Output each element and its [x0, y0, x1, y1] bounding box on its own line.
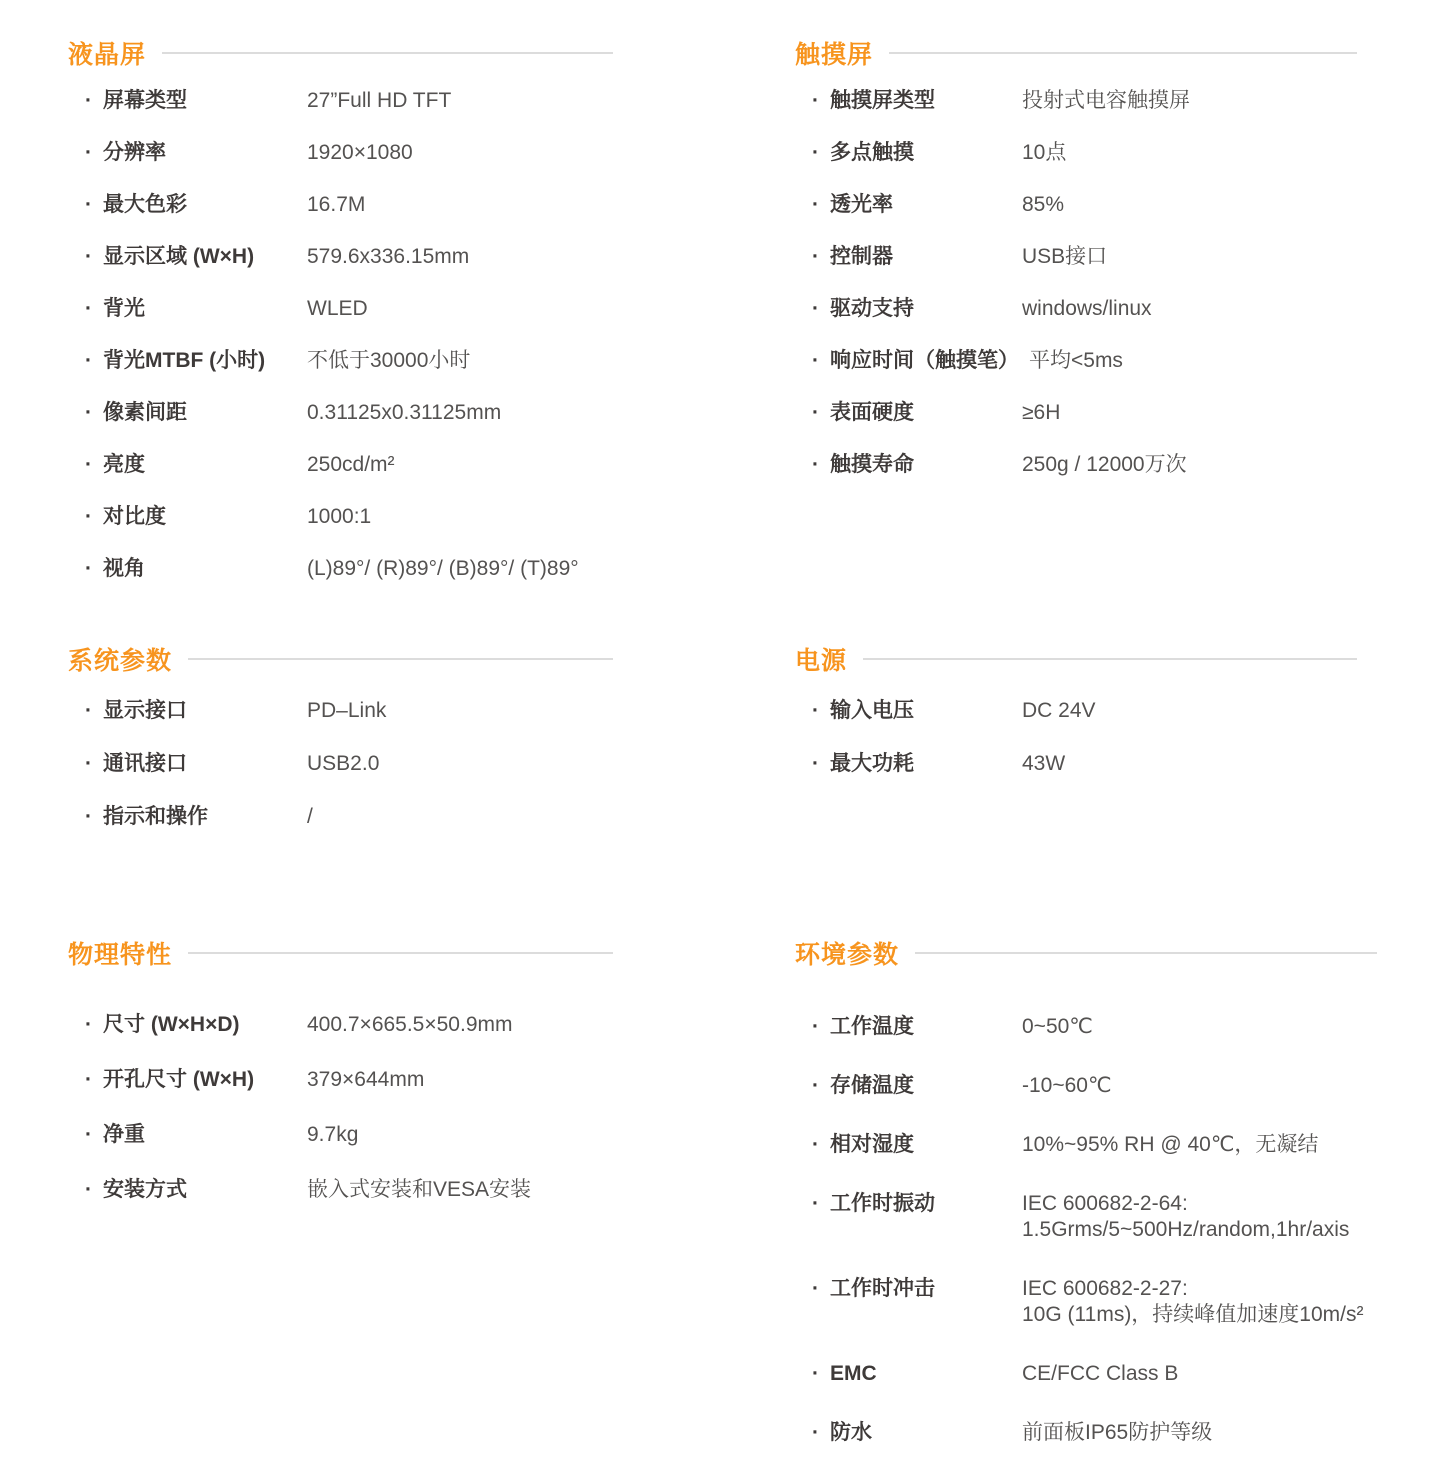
spec-value: 不低于30000小时: [307, 349, 471, 372]
spec-row: [795, 192, 1357, 218]
bullet-icon: [68, 751, 103, 777]
bullet-icon: [68, 88, 103, 114]
spec-value: 10%~95% RH @ 40℃，无凝结: [1022, 1133, 1319, 1156]
spec-value: 379×644mm: [307, 1068, 425, 1091]
spec-label: 亮度: [103, 453, 145, 476]
bullet-icon: [795, 1420, 830, 1446]
bullet-icon: [795, 1014, 830, 1040]
bullet-icon: [68, 1177, 103, 1203]
bullet-icon: [68, 504, 103, 530]
spec-row: [68, 244, 613, 270]
section-header: [795, 936, 1377, 970]
section-environment: [795, 936, 1377, 1479]
spec-label: 背光MTBF (小时): [103, 349, 266, 372]
spec-label: 屏幕类型: [103, 89, 187, 112]
section-title: 系统参数: [68, 647, 173, 675]
spec-value: ≥6H: [1022, 401, 1061, 424]
spec-value: 85%: [1022, 193, 1065, 216]
spec-value: [1022, 1276, 1364, 1328]
spec-row: [68, 1012, 613, 1038]
spec-row: [68, 88, 613, 114]
section-divider: [188, 952, 613, 954]
spec-row: [795, 296, 1357, 322]
section-header: [795, 642, 1357, 676]
spec-value: 400.7×665.5×50.9mm: [307, 1013, 513, 1036]
bullet-icon: [68, 1067, 103, 1093]
spec-row: [795, 348, 1357, 374]
spec-value: 前面板IP65防护等级: [1022, 1421, 1213, 1444]
spec-label: 安装方式: [103, 1178, 187, 1201]
spec-value: -10~60℃: [1022, 1074, 1112, 1097]
spec-row: [68, 192, 613, 218]
spec-value: 平均<5ms: [1029, 349, 1123, 372]
spec-label: 工作时振动: [830, 1192, 935, 1215]
spec-row: [68, 698, 613, 724]
spec-label: 最大色彩: [103, 193, 187, 216]
bullet-icon: [795, 400, 830, 426]
spec-value-line1: IEC 600682-2-27:: [1022, 1277, 1188, 1300]
section-system: [68, 642, 613, 857]
section-divider: [915, 952, 1377, 954]
spec-value: 10点: [1022, 141, 1067, 164]
spec-rows: [795, 88, 1357, 478]
spec-row: [68, 751, 613, 777]
spec-row: [68, 348, 613, 374]
spec-row: [68, 804, 613, 830]
spec-row: [795, 1191, 1377, 1243]
section-divider: [162, 52, 613, 54]
spec-value: CE/FCC Class B: [1022, 1362, 1179, 1385]
spec-label: 背光: [103, 297, 145, 320]
spec-row: [795, 1420, 1377, 1446]
bullet-icon: [68, 556, 103, 582]
spec-label: EMC: [830, 1362, 877, 1385]
spec-row: [795, 452, 1357, 478]
spec-row: [795, 1132, 1377, 1158]
spec-value: 579.6x336.15mm: [307, 245, 470, 268]
spec-value: 投射式电容触摸屏: [1022, 89, 1190, 112]
spec-label: 输入电压: [830, 699, 914, 722]
section-divider: [188, 658, 613, 660]
spec-rows: [795, 698, 1357, 777]
bullet-icon: [68, 244, 103, 270]
spec-value: 0~50℃: [1022, 1015, 1093, 1038]
bullet-icon: [795, 1191, 830, 1217]
spec-label: 开孔尺寸 (W×H): [103, 1068, 255, 1091]
bullet-icon: [795, 1276, 830, 1302]
spec-row: [795, 88, 1357, 114]
bullet-icon: [795, 88, 830, 114]
spec-row: [68, 452, 613, 478]
bullet-icon: [68, 140, 103, 166]
bullet-icon: [68, 1012, 103, 1038]
bullet-icon: [68, 804, 103, 830]
spec-label: 表面硬度: [830, 401, 914, 424]
spec-row: [68, 296, 613, 322]
spec-label: 显示接口: [103, 699, 187, 722]
spec-row: [68, 1067, 613, 1093]
spec-row: [795, 751, 1357, 777]
spec-label: 工作温度: [830, 1015, 914, 1038]
spec-rows: [68, 88, 613, 582]
spec-row: [68, 1122, 613, 1148]
bullet-icon: [68, 452, 103, 478]
spec-value-line2: 1.5Grms/5~500Hz/random,1hr/axis: [1022, 1218, 1350, 1241]
bullet-icon: [68, 192, 103, 218]
spec-value: [1022, 1191, 1349, 1243]
spec-value: 250g / 12000万次: [1022, 453, 1187, 476]
spec-value: 9.7kg: [307, 1123, 359, 1146]
spec-label: 驱动支持: [830, 297, 914, 320]
bullet-icon: [68, 1122, 103, 1148]
bullet-icon: [795, 244, 830, 270]
section-title: 液晶屏: [68, 41, 147, 69]
spec-label: 多点触摸: [830, 141, 914, 164]
spec-row: [68, 504, 613, 530]
section-header: [68, 642, 613, 676]
bullet-icon: [68, 296, 103, 322]
spec-value: 43W: [1022, 752, 1066, 775]
spec-label: 触摸寿命: [830, 453, 914, 476]
spec-rows: [68, 1012, 613, 1203]
spec-value: 27”Full HD TFT: [307, 89, 452, 112]
spec-label: 通讯接口: [103, 752, 187, 775]
section-title: 电源: [795, 647, 848, 675]
spec-value: 1920×1080: [307, 141, 413, 164]
spec-row: [795, 1361, 1377, 1387]
spec-value-line2: 10G (11ms)，持续峰值加速度10m/s²: [1022, 1303, 1364, 1326]
section-lcd: [68, 36, 613, 608]
bullet-icon: [795, 698, 830, 724]
spec-label: 显示区域 (W×H): [103, 245, 255, 268]
spec-value: /: [307, 805, 313, 828]
spec-label: 净重: [103, 1123, 145, 1146]
spec-value: 250cd/m²: [307, 453, 395, 476]
spec-label: 存储温度: [830, 1074, 914, 1097]
section-header: [68, 936, 613, 970]
spec-value: windows/linux: [1022, 297, 1152, 320]
spec-row: [68, 556, 613, 582]
section-title: 触摸屏: [795, 41, 874, 69]
section-touchscreen: [795, 36, 1357, 504]
spec-value: 16.7M: [307, 193, 366, 216]
spec-label: 响应时间（触摸笔）: [830, 349, 1019, 372]
section-title: 环境参数: [795, 941, 900, 969]
spec-row: [795, 400, 1357, 426]
section-header: [795, 36, 1357, 70]
bullet-icon: [795, 1132, 830, 1158]
bullet-icon: [795, 1361, 830, 1387]
section-header: [68, 36, 613, 70]
spec-row: [795, 1073, 1377, 1099]
spec-value: PD–Link: [307, 699, 387, 722]
spec-value: DC 24V: [1022, 699, 1096, 722]
bullet-icon: [795, 751, 830, 777]
section-divider: [863, 658, 1357, 660]
bullet-icon: [68, 698, 103, 724]
spec-row: [795, 244, 1357, 270]
section-physical: [68, 936, 613, 1232]
spec-row: [795, 698, 1357, 724]
bullet-icon: [795, 192, 830, 218]
spec-label: 像素间距: [103, 401, 187, 424]
spec-value: USB2.0: [307, 752, 380, 775]
spec-label: 工作时冲击: [830, 1277, 935, 1300]
bullet-icon: [68, 400, 103, 426]
bullet-icon: [795, 296, 830, 322]
bullet-icon: [795, 452, 830, 478]
spec-label: 最大功耗: [830, 752, 914, 775]
spec-row: [795, 1014, 1377, 1040]
section-title: 物理特性: [68, 941, 173, 969]
spec-label: 尺寸 (W×H×D): [103, 1013, 240, 1036]
spec-row: [68, 400, 613, 426]
spec-row: [795, 1276, 1377, 1328]
spec-label: 对比度: [103, 505, 166, 528]
spec-label: 控制器: [830, 245, 893, 268]
bullet-icon: [795, 140, 830, 166]
bullet-icon: [795, 348, 830, 374]
spec-value: (L)89°/ (R)89°/ (B)89°/ (T)89°: [307, 557, 579, 580]
bullet-icon: [68, 348, 103, 374]
spec-rows: [795, 1014, 1377, 1446]
spec-value-line1: IEC 600682-2-64:: [1022, 1192, 1188, 1215]
spec-value: USB接口: [1022, 245, 1108, 268]
section-power: [795, 642, 1357, 804]
spec-label: 指示和操作: [103, 805, 208, 828]
spec-label: 相对湿度: [830, 1133, 914, 1156]
spec-value: 嵌入式安装和VESA安装: [307, 1178, 532, 1201]
spec-label: 触摸屏类型: [830, 89, 935, 112]
spec-label: 视角: [103, 557, 145, 580]
spec-value: 0.31125x0.31125mm: [307, 401, 502, 424]
spec-value: WLED: [307, 297, 368, 320]
spec-label: 分辨率: [103, 141, 166, 164]
spec-label: 防水: [830, 1421, 872, 1444]
bullet-icon: [795, 1073, 830, 1099]
spec-row: [795, 140, 1357, 166]
spec-label: 透光率: [830, 193, 893, 216]
spec-row: [68, 140, 613, 166]
spec-rows: [68, 698, 613, 830]
spec-value: 1000:1: [307, 505, 372, 528]
section-divider: [889, 52, 1357, 54]
spec-row: [68, 1177, 613, 1203]
